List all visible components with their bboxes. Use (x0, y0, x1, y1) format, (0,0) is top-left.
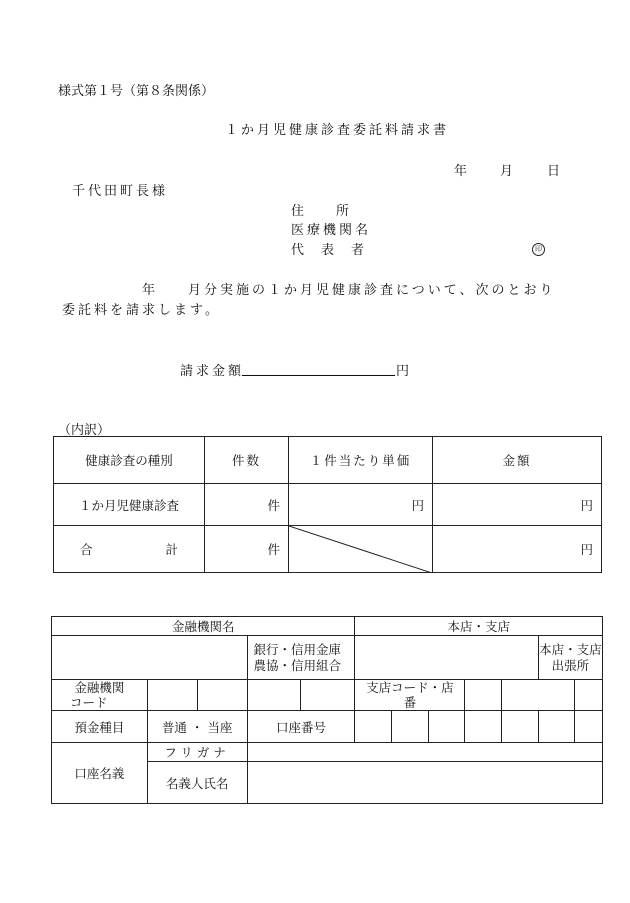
furigana-label: フリガナ (147, 743, 247, 762)
branch-code-digit-3[interactable] (575, 680, 603, 711)
seal-mark: 印 (532, 243, 545, 256)
date-month: 月 (500, 164, 514, 179)
bank-types-line2: 農協・信用組合 (253, 657, 342, 673)
addressee: 千代田町長様 (72, 184, 169, 199)
document-title: １か月児健康診査委託料請求書 (225, 123, 450, 138)
row-price-cell[interactable]: 円 (289, 484, 433, 526)
branch-types-line2: 出張所 (551, 657, 590, 673)
institution-code-digit-4[interactable] (301, 680, 355, 711)
header-amount: 金額 (433, 437, 602, 484)
header-type: 健康診査の種別 (54, 437, 205, 484)
institution-code-line1: 金融機関 (74, 680, 125, 695)
date-year: 年 (454, 164, 468, 179)
institution-code-digit-2[interactable] (197, 680, 247, 711)
body-year: 年 (142, 283, 156, 298)
date-day: 日 (547, 164, 561, 179)
account-digit-2[interactable] (392, 711, 429, 743)
amount-line[interactable] (242, 374, 395, 376)
bank-types (247, 636, 355, 680)
body-line1: 月分実施の１か月児健康診査について、次のとおり (188, 283, 556, 298)
row-type: １か月児健康診査 (54, 484, 205, 526)
amount-unit: 円 (396, 364, 410, 379)
header-unit-price: １件当たり単価 (289, 437, 433, 484)
account-holder-label: 口座名義 (52, 743, 148, 804)
institution-code-digit-1[interactable] (147, 680, 197, 711)
total-price-disabled (289, 526, 433, 573)
branch-types (538, 636, 602, 680)
branch-code-line2: 番 (403, 695, 417, 710)
holder-name-field[interactable] (247, 762, 602, 804)
account-digit-7[interactable] (575, 711, 603, 743)
representative-label: 代 表 者 (291, 243, 367, 258)
account-digit-4[interactable] (465, 711, 502, 743)
institution-code-line2: コード (70, 695, 108, 710)
branch-code-label (355, 680, 465, 711)
total-label (54, 526, 205, 573)
holder-name-label: 名義人氏名 (147, 762, 247, 804)
breakdown-caption: （内訳） (58, 423, 111, 438)
amount-label: 請求金額 (180, 364, 245, 379)
branch-code-digit-2[interactable] (502, 680, 575, 711)
account-digit-6[interactable] (538, 711, 575, 743)
total-label-left: 合 (80, 542, 93, 557)
institution-name-header: 金融機関名 (52, 617, 355, 636)
account-digit-5[interactable] (502, 711, 539, 743)
breakdown-table (53, 436, 602, 573)
account-digit-1[interactable] (355, 711, 392, 743)
header-count: 件数 (205, 437, 289, 484)
branch-code-digit-1[interactable] (465, 680, 502, 711)
diagonal-strike (289, 526, 432, 573)
institution-code-label (52, 680, 148, 711)
branch-header: 本店・支店 (355, 617, 603, 636)
branch-code-line1: 支店コード・店 (366, 680, 454, 695)
row-amount-cell[interactable]: 円 (433, 484, 602, 526)
bank-types-line1: 銀行・信用金庫 (253, 641, 342, 657)
total-amount-cell[interactable]: 円 (433, 526, 602, 573)
bank-table (51, 616, 603, 804)
seal-icon (532, 240, 545, 256)
row-count-cell[interactable]: 件 (205, 484, 289, 526)
form-number: 様式第１号（第８条関係） (58, 84, 215, 99)
account-number-label: 口座番号 (247, 711, 355, 743)
deposit-type-label: 預金種目 (52, 711, 148, 743)
address-label: 住 所 (291, 204, 352, 219)
furigana-field[interactable] (247, 743, 602, 762)
institution-code-digit-3[interactable] (247, 680, 301, 711)
institution-label: 医療機関名 (291, 223, 372, 238)
branch-name-field[interactable] (355, 636, 538, 680)
total-count-cell[interactable]: 件 (205, 526, 289, 573)
institution-name-field[interactable] (52, 636, 248, 680)
deposit-type-options[interactable]: 普通 ・ 当座 (147, 711, 247, 743)
total-label-right: 計 (165, 542, 178, 557)
account-digit-3[interactable] (428, 711, 465, 743)
branch-types-line1: 本店・支店 (539, 641, 602, 657)
body-line2: 委託料を請求します。 (62, 303, 221, 318)
